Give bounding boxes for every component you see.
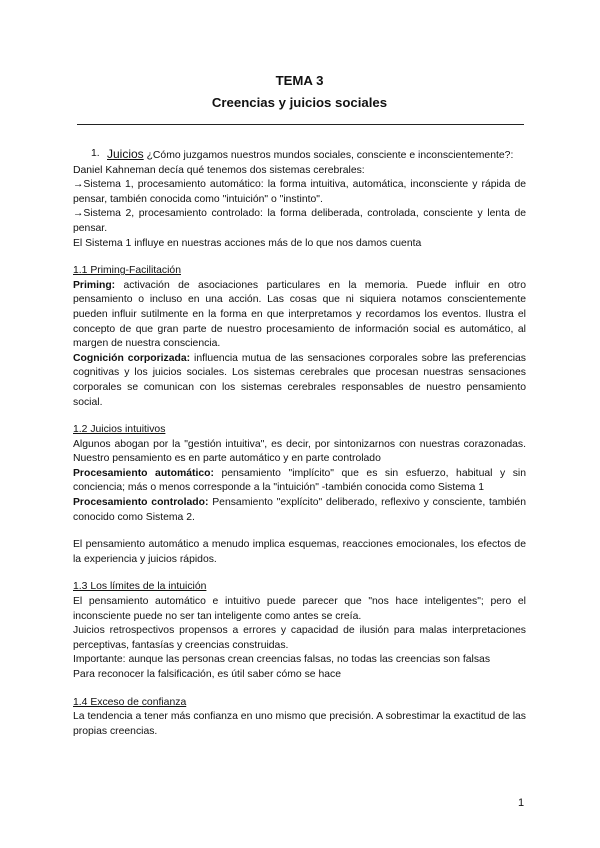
section-1-1-heading: 1.1 Priming-Facilitación bbox=[73, 265, 181, 277]
intro-line-2: →Sistema 1, procesamiento automático: la forma intuitiva, automática, inconsciente y rápida de pensar, también conocida como "intuición" o "instinto". bbox=[73, 179, 526, 205]
intuitive-paragraph: Algunos abogan por la "gestión intuitiva", es decir, por sintonizarnos con nuestras corazonadas. Nuestro pensamiento es en parte automático y en parte controlado bbox=[73, 438, 526, 465]
automatic-thinking-paragraph: El pensamiento automático a menudo implica esquemas, reacciones emocionales, los efectos de la experiencia y juicios rápidos. bbox=[73, 539, 526, 565]
automatic-text: pensamiento "implícito" que es sin esfuerzo, habitual y sin conciencia; más o menos corresponde a la "intuición" -también conocida como Sistema 1 bbox=[73, 467, 526, 494]
section-1-4-heading: 1.4 Exceso de confianza bbox=[73, 696, 187, 708]
automatic-paragraph bbox=[73, 467, 526, 496]
section-1-2-heading: 1.2 Juicios intuitivos bbox=[73, 424, 166, 436]
priming-paragraph bbox=[73, 279, 526, 352]
item-question: ¿Cómo juzgamos nuestros mundos sociales, consciente e inconscientemente?: bbox=[146, 150, 514, 161]
page-content bbox=[73, 71, 526, 739]
overconfidence-paragraph: La tendencia a tener más confianza en uno mismo que precisión. A sobrestimar la exactitud de las propias creencias. bbox=[73, 711, 526, 737]
controlled-paragraph bbox=[73, 496, 526, 525]
limits-paragraph-3: Importante: aunque las personas crean creencias falsas, no todas las creencias son falsas bbox=[73, 654, 491, 666]
limits-paragraph-2: Juicios retrospectivos propensos a errores y capacidad de ilusión para malas interpretaciones perceptivas, fantasías y creencias construidas. bbox=[73, 625, 526, 651]
controlled-term: Procesamiento controlado: bbox=[73, 497, 209, 509]
priming-text: activación de asociaciones particulares en la memoria. Puede influir en otro pensamiento o incluso en una acción. Las cosas que ni siquiera notamos conscientemente pueden influir sutilmente en la forma en que interpretamos y recordamos los eventos. Ilustra el concepto de que gran parte de nuestro procesamiento de información social es automático, al margen de nuestra consciencia. bbox=[73, 279, 526, 350]
numbered-item-1 bbox=[73, 147, 526, 164]
controlled-text: Pensamiento "explícito" deliberado, reflexivo y consciente, también conocido como Sistema 2. bbox=[73, 497, 526, 523]
limits-paragraph-4: Para reconocer la falsificación, es útil saber cómo se hace bbox=[73, 669, 341, 680]
embodied-paragraph bbox=[73, 352, 526, 410]
item-number: 1. bbox=[91, 148, 100, 159]
intro-line-4: El Sistema 1 influye en nuestras acciones más de lo que nos damos cuenta bbox=[73, 237, 422, 249]
item-body bbox=[107, 147, 526, 164]
limits-paragraph-1: El pensamiento automático e intuitivo puede parecer que "nos hace inteligentes"; pero el inconsciente puede no ser tan inteligente como antes se creía. bbox=[73, 596, 526, 622]
intro-line-1: Daniel Kahneman decía qué tenemos dos sistemas cerebrales: bbox=[73, 164, 365, 176]
automatic-term: Procesamiento automático: bbox=[73, 467, 214, 479]
doc-subtitle: Creencias y juicios sociales bbox=[211, 95, 388, 110]
intro-line-3: →Sistema 2, procesamiento controlado: la forma deliberada, controlada, consciente y lenta de pensar. bbox=[73, 208, 526, 234]
priming-term: Priming: bbox=[73, 279, 116, 291]
doc-title: TEMA 3 bbox=[275, 73, 324, 88]
embodied-term: Cognición corporizada: bbox=[73, 352, 191, 364]
embodied-text: influencia mutua de las sensaciones corporales sobre las preferencias cognitivas y los juicios sociales. Los sistemas cerebrales que procesan nuestras sensaciones corporales se comunican con los sistemas cerebrales responsables de nuestro pensamiento social. bbox=[73, 352, 526, 408]
title-divider bbox=[77, 124, 524, 125]
page-number: 1 bbox=[518, 797, 525, 809]
section-1-3-heading: 1.3 Los límites de la intuición bbox=[73, 581, 207, 593]
item-heading: Juicios bbox=[107, 147, 144, 161]
